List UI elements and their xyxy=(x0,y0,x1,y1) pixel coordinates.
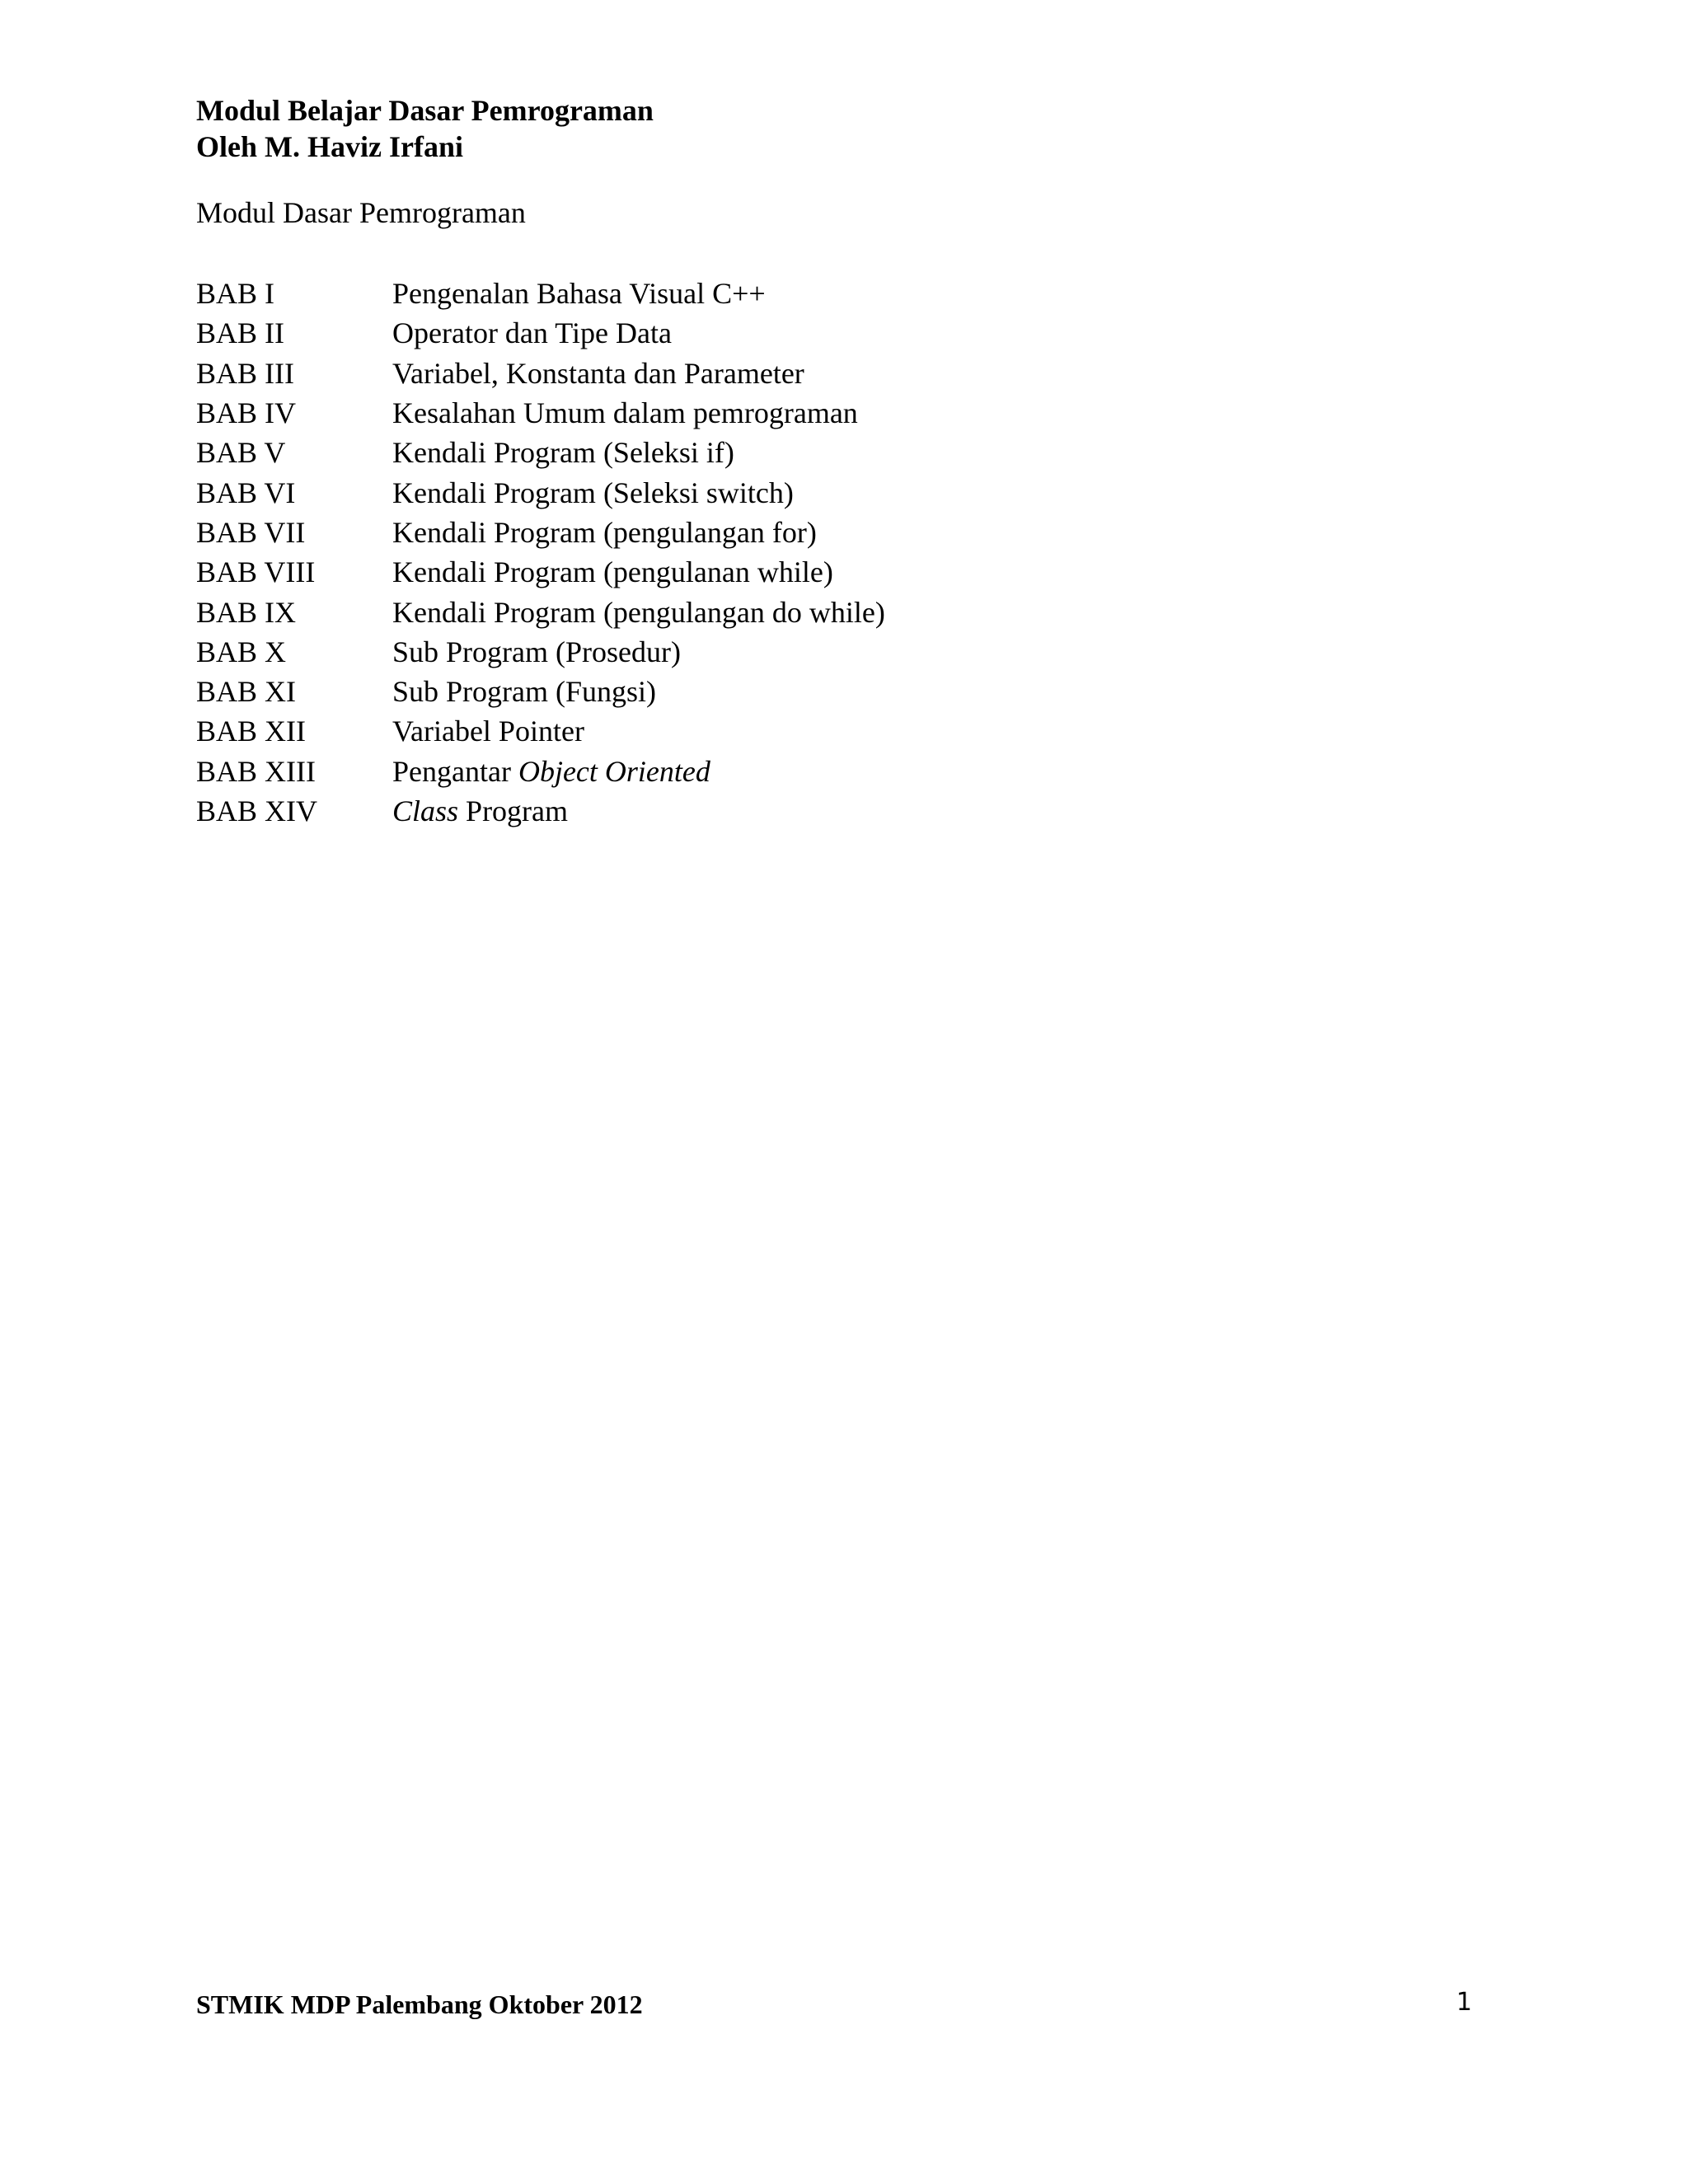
toc-title: Sub Program (Prosedur) xyxy=(392,635,681,668)
toc-chapter: BAB V xyxy=(196,436,286,470)
toc-row xyxy=(196,472,1350,512)
document-title: Modul Belajar Dasar Pemrograman xyxy=(196,94,654,127)
toc-row xyxy=(196,632,1350,672)
table-of-contents xyxy=(196,274,1350,831)
toc-chapter: BAB VI xyxy=(196,476,296,509)
toc-chapter: BAB IV xyxy=(196,396,297,430)
toc-row xyxy=(196,672,1350,711)
toc-title: Variabel Pointer xyxy=(392,715,584,748)
document-author: Oleh M. Haviz Irfani xyxy=(196,130,463,163)
toc-chapter: BAB XI xyxy=(196,675,297,709)
toc-chapter: BAB II xyxy=(196,316,284,350)
toc-title: Kendali Program (Seleksi if) xyxy=(392,436,734,470)
toc-chapter: BAB XIV xyxy=(196,794,318,827)
toc-title-plain: Pengantar xyxy=(392,754,518,788)
toc-title: Pengenalan Bahasa Visual C++ xyxy=(392,277,766,311)
toc-title: Kendali Program (pengulanan while) xyxy=(392,555,833,589)
toc-title: Variabel, Konstanta dan Parameter xyxy=(392,356,804,390)
toc-chapter: BAB I xyxy=(196,277,275,311)
toc-title: Kendali Program (pengulangan do while) xyxy=(392,595,885,629)
toc-row xyxy=(196,552,1350,592)
toc-row xyxy=(196,711,1350,751)
toc-title: Operator dan Tipe Data xyxy=(392,316,672,350)
toc-title: Kesalahan Umum dalam pemrograman xyxy=(392,396,858,430)
footer-institution: STMIK MDP Palembang Oktober 2012 xyxy=(196,1990,643,2019)
toc-title: Kendali Program (pengulangan for) xyxy=(392,515,817,549)
toc-chapter: BAB VII xyxy=(196,515,306,549)
toc-chapter: BAB VIII xyxy=(196,555,316,589)
toc-row xyxy=(196,274,1350,313)
toc-title: Kendali Program (Seleksi switch) xyxy=(392,476,794,509)
toc-title-italic: Class xyxy=(392,794,459,827)
toc-chapter: BAB X xyxy=(196,635,287,668)
toc-title xyxy=(392,793,568,829)
page-number: 1 xyxy=(1456,1988,1472,2017)
toc-row xyxy=(196,313,1350,353)
toc-row xyxy=(196,393,1350,433)
toc-row xyxy=(196,592,1350,631)
toc-row xyxy=(196,791,1350,831)
toc-row xyxy=(196,354,1350,393)
toc-chapter: BAB IX xyxy=(196,595,297,629)
toc-chapter: BAB XIII xyxy=(196,754,316,788)
toc-title xyxy=(392,753,710,790)
toc-row xyxy=(196,513,1350,552)
document-heading xyxy=(196,92,654,165)
toc-chapter: BAB III xyxy=(196,356,294,390)
toc-chapter: BAB XII xyxy=(196,715,306,748)
toc-title-plain: Program xyxy=(458,794,569,827)
document-subtitle: Modul Dasar Pemrograman xyxy=(196,196,526,229)
toc-title: Sub Program (Fungsi) xyxy=(392,675,657,709)
toc-row xyxy=(196,752,1350,791)
toc-title-italic: Object Oriented xyxy=(518,754,710,788)
toc-row xyxy=(196,433,1350,472)
